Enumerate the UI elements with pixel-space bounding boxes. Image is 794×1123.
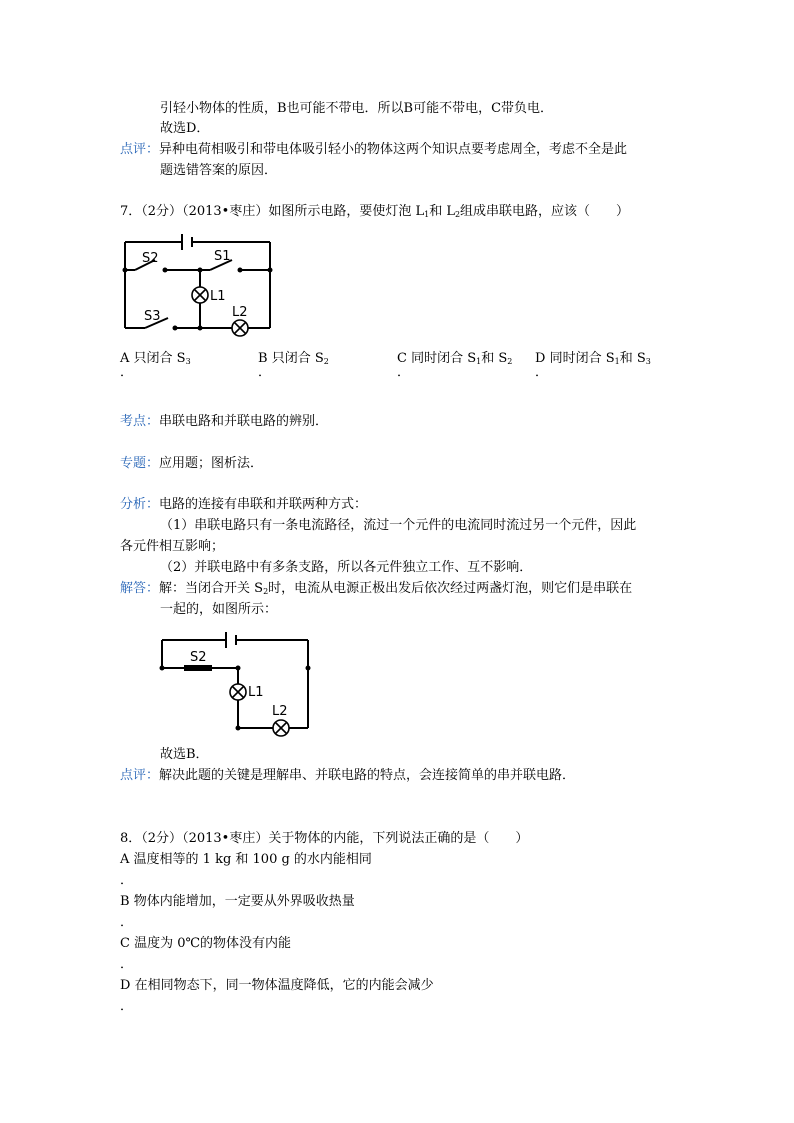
fenxi-line2: （1）串联电路只有一条电流路径，流过一个元件的电流同时流过另一个元件，因此 xyxy=(160,518,637,533)
q7-option-b-sub: 2 xyxy=(323,357,329,366)
kaodian-text: 串联电路和并联电路的辨别． xyxy=(159,414,329,429)
q7-sub1: 1 xyxy=(424,210,430,219)
q7-option-d-sub2: 3 xyxy=(645,357,651,366)
q8-number: 8． xyxy=(120,831,142,846)
fig1-label-s2: S2 xyxy=(142,251,159,266)
q8-option-a-dot: ． xyxy=(120,873,134,888)
q8-stem-text: 关于物体的内能，下列说法正确的是（ ） xyxy=(268,831,529,846)
jieda-line1a: 解：当闭合开关 S xyxy=(159,581,264,596)
q8-option-b-dot: ． xyxy=(120,915,134,930)
q7-option-c-sub: 1 xyxy=(476,357,482,366)
q8-option-a[interactable] xyxy=(120,852,372,868)
jieda-sub: 2 xyxy=(263,587,269,596)
fig1-label-s1: S1 xyxy=(214,249,231,264)
q8-option-a-letter: A xyxy=(120,852,130,867)
q7-option-a-sub: 3 xyxy=(185,357,191,366)
dianping-label: 点评： xyxy=(120,768,160,783)
comment-line1: 异种电荷相吸引和带电体吸引轻小的物体这两个知识点要考虑周全，考虑不全是此 xyxy=(159,142,628,157)
q7-zhuanti xyxy=(120,456,263,472)
q8-option-b[interactable] xyxy=(120,894,355,910)
fenxi-label: 分析： xyxy=(120,497,160,512)
q7-option-d-text: 同时闭合 S xyxy=(549,351,615,366)
q7-option-c-dot: ． xyxy=(397,365,411,380)
prev-line1: 引轻小物体的性质，B也可能不带电．所以B可能不带电，C带负电． xyxy=(160,101,554,116)
fenxi-line4: （2）并联电路中有多条支路，所以各元件独立工作、互不影响． xyxy=(160,560,533,575)
q7-option-a-text: 只闭合 S xyxy=(133,351,186,366)
q7-option-c-letter: C xyxy=(397,351,407,366)
q7-option-d-sub: 1 xyxy=(614,357,620,366)
fig2-label-l1: L1 xyxy=(248,685,264,700)
q7-option-c-sub2: 2 xyxy=(507,357,513,366)
q8-score: （2分） xyxy=(141,831,183,846)
q7-option-b-letter: B xyxy=(258,351,268,366)
fenxi-line3: 各元件相互影响； xyxy=(120,539,225,554)
q7-option-c-tail: 和 S xyxy=(481,351,508,366)
fig2-lamp-l1-icon xyxy=(230,684,246,700)
kaodian-label: 考点： xyxy=(120,414,160,429)
prev-comment-line2: 题选错答案的原因． xyxy=(160,163,278,178)
q7-option-d-letter: D xyxy=(535,351,546,366)
q7-choose: 故选B． xyxy=(160,747,209,762)
fig1-label-l1: L1 xyxy=(210,289,226,304)
q7-fenxi xyxy=(120,497,367,513)
q7-dianping xyxy=(120,768,575,784)
dianping-text: 解决此题的关键是理解串、并联电路的特点，会连接简单的串并联电路． xyxy=(159,768,576,783)
jieda-line1b: 时，电流从电源正极出发后依次经过两盏灯泡，则它们是串联在 xyxy=(268,581,633,596)
lamp-l2-icon xyxy=(232,320,248,336)
q8-option-d-letter: D xyxy=(120,978,131,993)
q7-stem-b: 和 L xyxy=(429,204,455,219)
q7-option-b-text: 只闭合 S xyxy=(271,351,324,366)
q7-option-a-dot: ． xyxy=(120,365,134,380)
q8-option-c-letter: C xyxy=(120,936,130,951)
zhuanti-label: 专题： xyxy=(120,456,160,471)
q7-sub2: 2 xyxy=(454,210,461,219)
q7-option-d[interactable] xyxy=(535,351,651,370)
q7-score: （2分） xyxy=(141,204,183,219)
circuit-diagram-1 xyxy=(120,230,280,340)
fig1-label-l2: L2 xyxy=(232,305,248,320)
q7-option-c-text: 同时闭合 S xyxy=(411,351,477,366)
fig2-label-l2: L2 xyxy=(272,704,288,719)
q8-option-d[interactable] xyxy=(120,978,434,994)
fenxi-line1: 电路的连接有串联和并联两种方式： xyxy=(159,497,368,512)
q7-option-a-letter: A xyxy=(120,351,130,366)
q8-option-d-dot: ． xyxy=(120,999,134,1014)
jieda-line2: 一起的，如图所示： xyxy=(160,602,278,617)
q7-stem-a: 如图所示电路，要使灯泡 L xyxy=(268,204,425,219)
jieda-label: 解答： xyxy=(120,581,160,596)
zhuanti-text: 应用题；图析法． xyxy=(159,456,264,471)
q7-stem-c: 组成串联电路，应该（ ） xyxy=(460,204,630,219)
q8-option-a-text: 温度相等的 1 kg 和 100 g 的水内能相同 xyxy=(133,852,372,867)
q7-jieda xyxy=(120,581,632,600)
q7-option-b-dot: ． xyxy=(258,365,272,380)
fig2-label-s2: S2 xyxy=(190,650,207,665)
q7-option-d-dot: ． xyxy=(535,365,549,380)
q8-option-b-text: 物体内能增加，一定要从外界吸收热量 xyxy=(133,894,355,909)
q7-stem xyxy=(120,204,629,223)
fig1-label-s3: S3 xyxy=(144,309,161,324)
prev-choose: 故选D． xyxy=(160,121,210,136)
comment-label: 点评： xyxy=(120,142,160,157)
q8-source: （2013•枣庄） xyxy=(182,831,269,846)
q8-stem xyxy=(120,831,528,847)
lamp-l1-icon xyxy=(192,287,208,303)
q7-kaodian xyxy=(120,414,328,430)
q8-option-c-dot: ． xyxy=(120,957,134,972)
circuit-diagram-2 xyxy=(160,628,320,740)
fig2-lamp-l2-icon xyxy=(273,720,289,736)
q8-option-c-text: 温度为 0℃的物体没有内能 xyxy=(134,936,292,951)
q8-option-d-text: 在相同物态下，同一物体温度降低，它的内能会减少 xyxy=(134,978,434,993)
s2-closed-switch xyxy=(184,665,212,671)
q7-number: 7． xyxy=(120,204,142,219)
q8-option-c[interactable] xyxy=(120,936,291,952)
q8-option-b-letter: B xyxy=(120,894,130,909)
q7-source: （2013•枣庄） xyxy=(182,204,269,219)
q7-option-d-tail: 和 S xyxy=(619,351,646,366)
prev-comment xyxy=(120,142,627,158)
q7-option-c[interactable] xyxy=(397,351,512,370)
